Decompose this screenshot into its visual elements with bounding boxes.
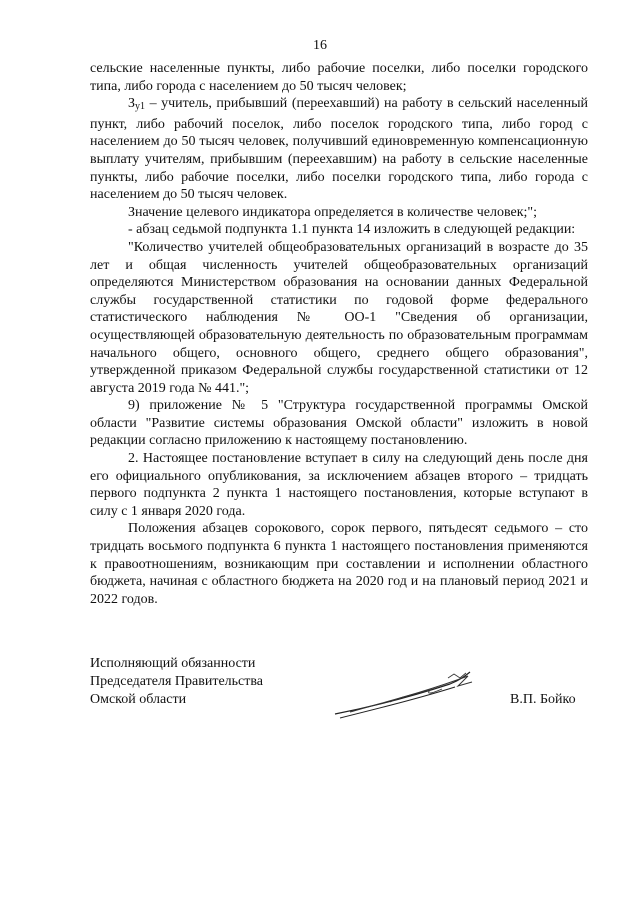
paragraph-6: 9) приложение № 5 "Структура государственной программы Омской области "Развитие системы образования Омской области" изложить в новой редакции согласно приложению к настоящему постановлению. [90, 398, 588, 449]
variable-z: З [128, 96, 136, 112]
signer-title-line: Председателя Правительства [90, 674, 264, 689]
paragraph-4: - абзац седьмой подпункта 1.1 пункта 14 изложить в следующей редакции: [128, 222, 576, 238]
variable-subscript: у1 [135, 101, 146, 113]
paragraph-2-text: – учитель, прибывший (переехавший) на работу в сельский населенный пункт, либо рабочий поселок, либо поселок городского типа, либо город с населением до 50 тысяч человек, получивший единовременную компенсационную выплату учителям, прибывшим (переехавшим) на работу в сельские населенные пункты, либо рабочие поселки, либо поселки городского типа, либо города с населением до 50 тысяч человек. [90, 96, 588, 203]
signer-title-line: Омской области [90, 692, 187, 707]
handwritten-signature [330, 662, 480, 722]
paragraph-3: Значение целевого индикатора определяется в количестве человек;"; [128, 204, 538, 220]
paragraph-8: Положения абзацев сорокового, сорок первого, пятьдесят седьмого – сто тридцать восьмого подпункта 6 пункта 1 настоящего постановления применяются к правоотношениям, возникающим при составлении и исполнении областного бюджета, начиная с областного бюджета на 2020 год и на плановый период 2021 и 2022 годов. [90, 521, 588, 607]
signer-name: В.П. Бойко [510, 692, 576, 707]
paragraph-1: сельские населенные пункты, либо рабочие поселки, либо поселки городского типа, либо города с населением до 50 тысяч человек; [90, 61, 588, 94]
paragraph-5: "Количество учителей общеобразовательных организаций в возрасте до 35 лет и общая численность учителей общеобразовательных организаций определяются Министерством образования на основании данных Федеральной службы государственной статистики по годовой форме федерального статистического наблюдения № ОО-1 "Сведения об организации, осуществляющей образовательную деятельность по образовательным программам начального общего, основного общего, среднего общего образования", утвержденной приказом Федеральной службы государственной статистики от 12 августа 2019 года № 441."; [90, 239, 588, 396]
paragraph-7: 2. Настоящее постановление вступает в силу на следующий день после дня его официального опубликования, за исключением абзацев второго – тридцать первого подпункта 2 пункта 1 настоящего постановления, которые вступают в силу с 1 января 2020 года. [90, 451, 588, 519]
paragraph-2 [90, 95, 588, 204]
signer-title-line: Исполняющий обязанности [90, 656, 256, 671]
page-number: 16 [313, 38, 327, 53]
document-body [90, 60, 588, 608]
